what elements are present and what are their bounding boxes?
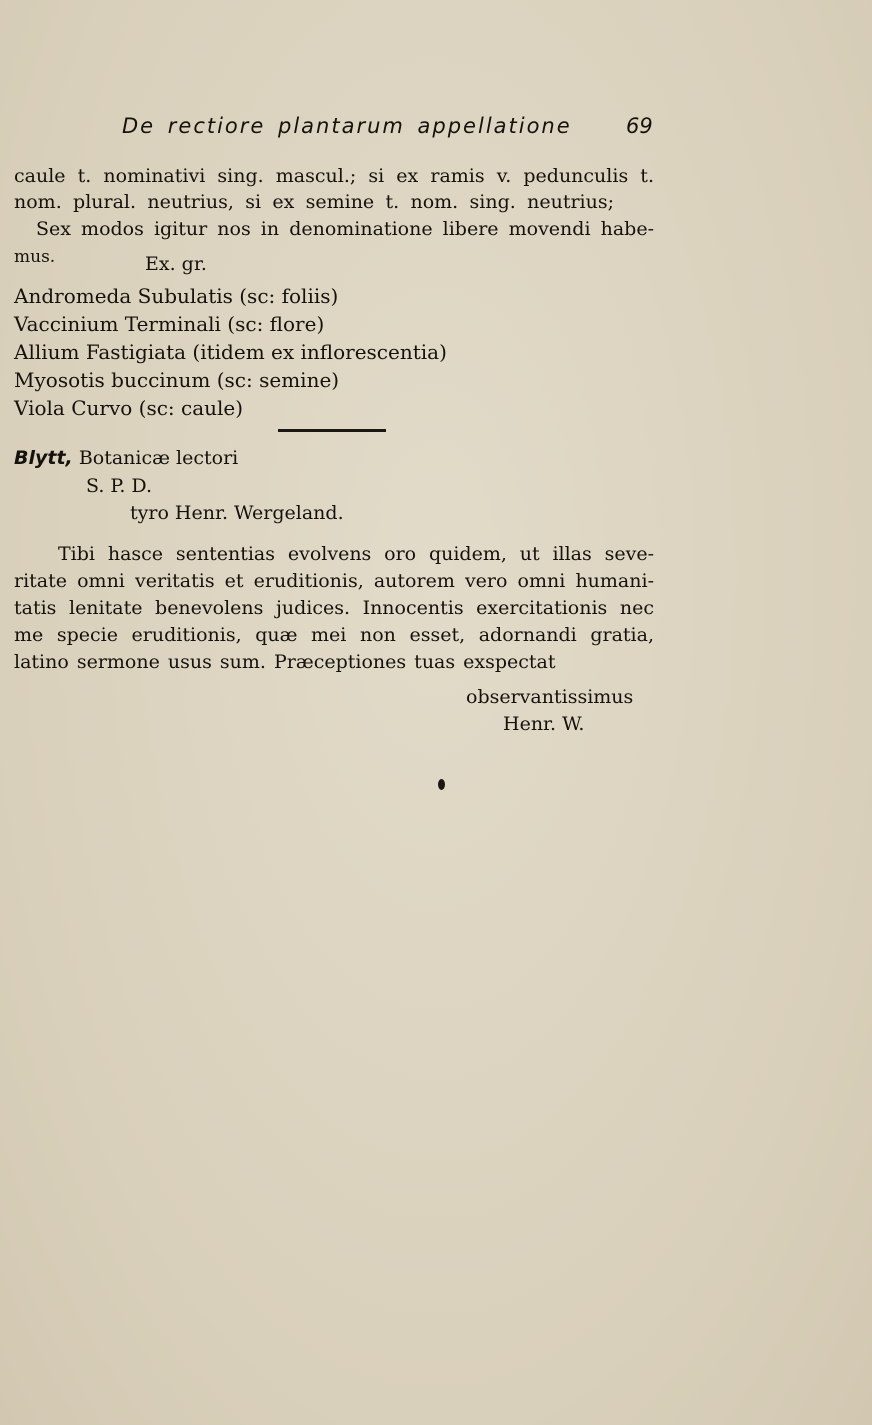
text-line: ritate omni veritatis et eruditionis, autorem vero omni humani- [14, 570, 654, 592]
example-item: Andromeda Subulatis (sc: foliis) [14, 284, 339, 308]
text-line: tatis lenitate benevolens judices. Innocentis exercitationis nec [14, 597, 654, 619]
addressee-name: Blytt, [14, 447, 73, 469]
closing-word: observantissimus [466, 686, 634, 708]
salutation: S. P. D. [86, 475, 153, 497]
text-line: Sex modos igitur nos in denominatione libere movendi habe- [36, 218, 654, 240]
example-item: Myosotis buccinum (sc: semine) [14, 368, 340, 392]
ink-mark [438, 779, 445, 790]
text-line: caule t. nominativi sing. mascul.; si ex ramis v. pedunculis t. [14, 165, 654, 187]
text-line: Tibi hasce sententias evolvens oro quidem, ut illas seve- [58, 543, 654, 565]
section-divider [278, 429, 386, 432]
page-number: 69 [626, 114, 653, 138]
running-title: De rectiore plantarum appellatione [122, 114, 572, 138]
example-item: Allium Fastigiata (itidem ex inflorescentia) [14, 340, 447, 364]
sender-line: tyro Henr. Wergeland. [130, 502, 344, 524]
addressee-title: Botanicæ lectori [78, 447, 239, 469]
page-header [0, 114, 872, 144]
example-item: Vaccinium Terminali (sc: flore) [14, 312, 325, 336]
closing-signature: Henr. W. [503, 713, 585, 735]
text-line: latino sermone usus sum. Præceptiones tuas exspectat [14, 651, 556, 673]
ex-gr-label: Ex. gr. [145, 253, 207, 275]
text-line: mus. [14, 247, 56, 267]
text-line: me specie eruditionis, quæ mei non esset, adornandi gratia, [14, 624, 654, 646]
example-item: Viola Curvo (sc: caule) [14, 396, 244, 420]
addressee-line [14, 445, 654, 471]
text-line: nom. plural. neutrius, si ex semine t. nom. sing. neutrius; [14, 191, 614, 213]
